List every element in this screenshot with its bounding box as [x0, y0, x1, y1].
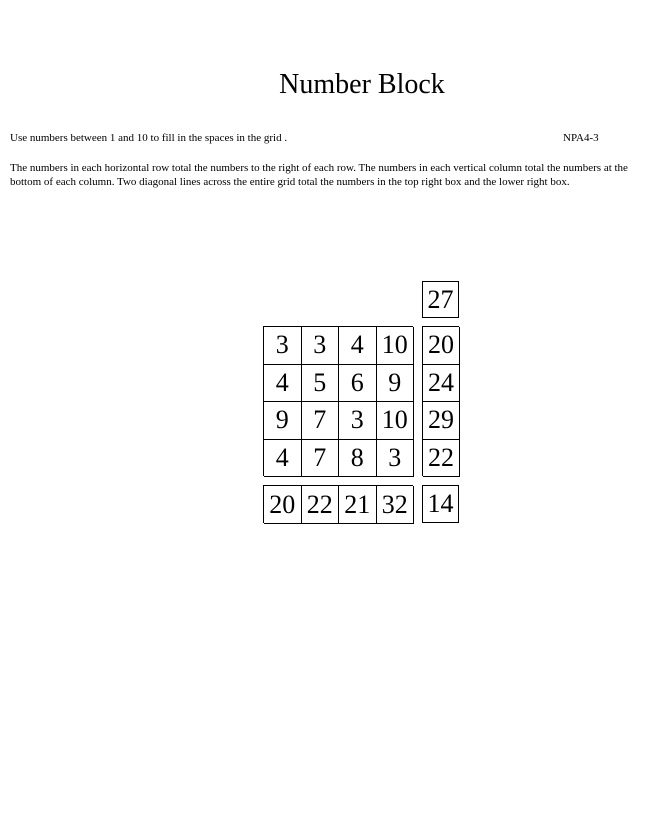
page-title: Number Block	[279, 69, 445, 100]
instruction-text: Use numbers between 1 and 10 to fill in the spaces in the grid .	[10, 132, 288, 144]
column-totals	[263, 485, 413, 523]
column-total: 20	[264, 486, 302, 524]
grid-cell: 3	[339, 402, 377, 440]
grid-cell: 10	[377, 402, 415, 440]
row-total: 22	[423, 440, 460, 478]
grid-cell: 10	[377, 327, 415, 365]
grid-cell: 7	[302, 402, 340, 440]
grid-cell: 6	[339, 365, 377, 403]
grid-cell: 4	[264, 365, 302, 403]
grid-cell: 4	[339, 327, 377, 365]
worksheet-code: NPA4-3	[563, 132, 599, 144]
diagonal-bottom-total: 14	[422, 485, 459, 523]
diagonal-top-total: 27	[422, 281, 459, 318]
column-total: 21	[339, 486, 377, 524]
column-total: 32	[377, 486, 415, 524]
grid-cell: 8	[339, 440, 377, 478]
column-total: 22	[302, 486, 340, 524]
row-totals	[422, 326, 459, 476]
number-grid	[263, 326, 413, 476]
grid-cell: 9	[264, 402, 302, 440]
grid-cell: 4	[264, 440, 302, 478]
grid-cell: 7	[302, 440, 340, 478]
row-total: 20	[423, 327, 460, 365]
row-total: 24	[423, 365, 460, 403]
grid-cell: 3	[377, 440, 415, 478]
grid-cell: 9	[377, 365, 415, 403]
grid-cell: 3	[302, 327, 340, 365]
grid-cell: 3	[264, 327, 302, 365]
grid-cell: 5	[302, 365, 340, 403]
row-total: 29	[423, 402, 460, 440]
rules-description: The numbers in each horizontal row total the numbers to the right of each row. The numbers in each vertical column total the numbers at the bottom of each column. Two diagonal lines across the entire grid total the numbers in the top right box and the lower right box.	[10, 162, 628, 188]
